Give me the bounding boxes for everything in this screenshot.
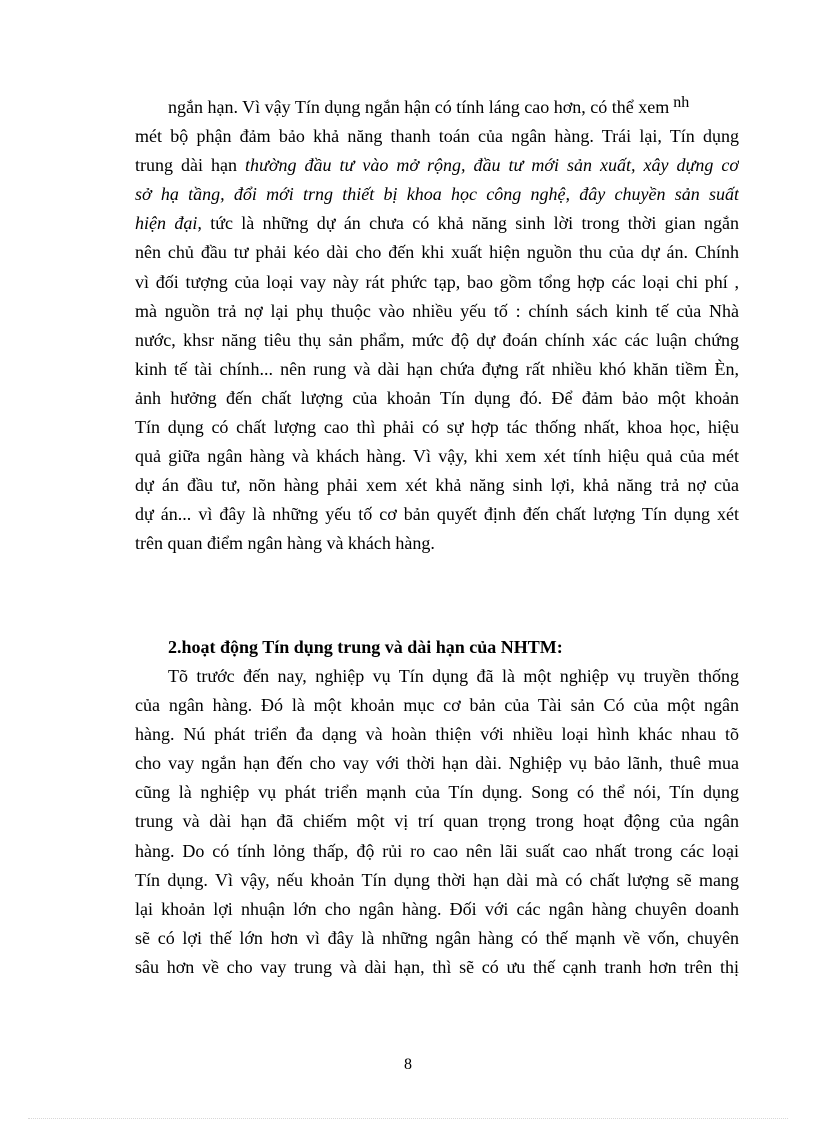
paragraph-1-line: mét bộ phận đảm bảo khả năng thanh toán của ngân hàng. Trái lại, Tín dụng [135, 126, 739, 147]
paragraph-1-line: dự án đầu tư, nõn hàng phải xem xét khả năng sinh lợi, khả năng trả nợ của [135, 475, 739, 496]
line-text: ngắn hạn. Vì vậy Tín dụng ngắn hận có tính láng cao hơn, có thể xem [168, 97, 670, 117]
paragraph-2-line: sâu hơn về cho vay trung và dài hạn, thì sẽ có ưu thế cạnh tranh hơn trên thị [135, 956, 739, 977]
line-text: tức là những dự án chưa có khả năng sinh lời trong thời gian ngắn [201, 213, 739, 234]
paragraph-2-line: lại khoản lợi nhuận lớn cho ngân hàng. Đối với các ngân hàng chuyên doanh [135, 898, 739, 919]
paragraph-1-line [135, 209, 739, 238]
paragraph-1-line [135, 93, 739, 122]
line-text: trung dài hạn [135, 155, 246, 176]
italic-text: hiện đại, [135, 213, 202, 234]
paragraph-2-line: cũng là nghiệp vụ phát triển mạnh của Tín dụng. Song có thể nói, Tín dụng [135, 782, 739, 803]
italic-text: thường đầu tư vào mở rộng, đầu tư mới sản xuất, xây dựng cơ [245, 155, 739, 176]
paragraph-1-line: mà nguồn trả nợ lại phụ thuộc vào nhiều yếu tố : chính sách kinh tế của Nhà [135, 300, 739, 321]
paragraph-1-line: Tín dụng có chất lượng cao thì phải có sự hợp tác thống nhất, khoa học, hiệu [135, 417, 739, 438]
paragraph-2 [135, 662, 739, 982]
paragraph-1-line [135, 151, 739, 180]
paragraph-1-line: nước, khsr năng tiêu thụ sản phẩm, mức độ dự đoán chính xác các luận chứng [135, 329, 739, 350]
paragraph-1-line: nên chủ đầu tư phải kéo dài cho đến khi xuất hiện nguồn thu của dự án. Chính [135, 242, 739, 263]
paragraph-2-line: Tõ trước đến nay, nghiệp vụ Tín dụng đã là một nghiệp vụ truyền thống [168, 666, 739, 686]
paragraph-1-line: vì đối tượng của loại vay này rát phức tạp, bao gồm tổng hợp các loại chi phí , [135, 271, 739, 292]
page-number: 8 [404, 1056, 412, 1073]
paragraph-2-line: của ngân hàng. Đó là một khoản mục cơ bản của Tài sản Có của một ngân [135, 695, 739, 716]
paragraph-2-line: Tín dụng. Vì vậy, nếu khoản Tín dụng thời hạn dài mà có chất lượng sẽ mang [135, 869, 739, 890]
paragraph-1 [135, 93, 739, 559]
page-bottom-divider [28, 1118, 788, 1119]
paragraph-1-line: quả giữa ngân hàng và khách hàng. Vì vậy, khi xem xét tính hiệu quả của mét [135, 446, 739, 467]
paragraph-2-line: hàng. Do có tính lỏng thấp, độ rủi ro cao nên lãi suất cao nhất trong các loại [135, 840, 739, 861]
paragraph-1-line: sở hạ tầng, đổi mới trng thiết bị khoa học công nghệ, đây chuyền sản suất [135, 184, 739, 205]
paragraph-1-line: trên quan điểm ngân hàng và khách hàng. [135, 533, 435, 554]
paragraph-1-line: dự án... vì đây là những yếu tố cơ bản quyết định đến chất lượng Tín dụng xét [135, 504, 739, 525]
paragraph-2-line: cho vay ngắn hạn đến cho vay với thời hạn dài. Nghiệp vụ bảo lãnh, thuê mua [135, 753, 739, 774]
paragraph-2-line: sẽ có lợi thế lớn hơn vì đây là những ngân hàng có thế mạnh về vốn, chuyên [135, 927, 739, 948]
superscript-nh: nh [673, 94, 690, 111]
paragraph-1-line: ảnh hưởng đến chất lượng của khoản Tín dụng đó. Để đảm bảo một khoản [135, 387, 739, 408]
paragraph-1-line: kinh tế tài chính... nên rung và dài hạn chứa đựng rất nhiều khó khăn tiềm Èn, [135, 358, 739, 379]
paragraph-2-line: trung và dài hạn đã chiếm một vị trí quan trọng trong hoạt động của ngân [135, 811, 739, 832]
section-heading: 2.hoạt động Tín dụng trung và dài hạn của NHTM: [168, 637, 563, 657]
paragraph-2-line: hàng. Nú phát triển đa dạng và hoàn thiện với nhiều loại hình khác nhau tõ [135, 724, 739, 745]
